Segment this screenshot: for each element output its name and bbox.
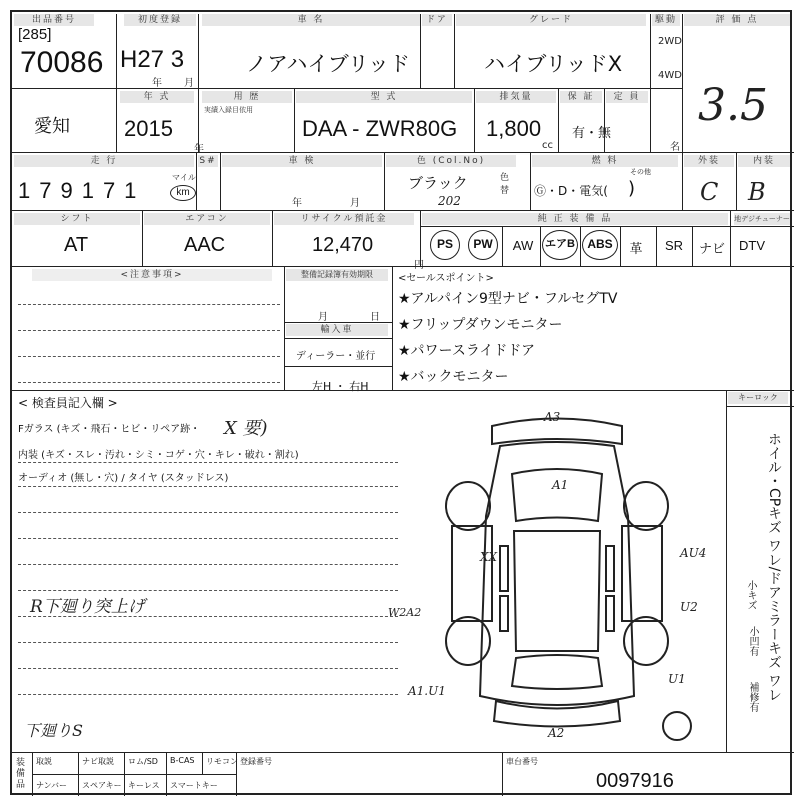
capacity-header: 定 員 (606, 91, 648, 103)
color-change-label: 色替 (500, 173, 510, 196)
region-value: 愛知 (34, 116, 70, 137)
damage-w2a2: W2A2 (388, 606, 422, 619)
color-code: 202 (438, 194, 461, 208)
footer-item: 取説 (36, 757, 52, 766)
damage-a2: A2 (548, 726, 565, 740)
caution-header: <注意事項> (32, 269, 272, 281)
recycle-header: リサイクル預託金 (274, 213, 414, 225)
sales-points-header: <セールスポイント> (398, 273, 494, 284)
equip-aw: AW (512, 238, 534, 253)
score-header: 評 価 点 (684, 14, 790, 26)
grade-header: グレード (456, 14, 646, 26)
fuel-value: Ⓖ・D・電気( (534, 184, 608, 198)
sales-point: ★パワースライドドア (398, 343, 536, 359)
sales-point: ★バックモニター (398, 369, 509, 385)
inspection-month: 月 (350, 198, 360, 209)
interior-value: B (748, 178, 766, 206)
manual-header: 整備記録簿有効期限 (286, 269, 388, 281)
lot-number: 70086 (20, 46, 104, 79)
drive-4wd: 4WD (658, 70, 682, 81)
audio-tire-line: オーディオ (無し・穴) / タイヤ (スタッドレス) (18, 473, 229, 484)
sales-point: ★フリップダウンモニター (398, 317, 563, 333)
exterior-value: C (700, 178, 719, 206)
car-name: ノアハイブリッド (246, 52, 411, 76)
footer-item: スマートキー (170, 781, 218, 790)
shift-value: AT (64, 234, 89, 256)
year-suffix: 年 (152, 78, 162, 89)
equip-ps: PS (430, 230, 460, 260)
underbody-remark: 下廻りS (24, 721, 83, 740)
recycle-value: 12,470 (312, 234, 374, 256)
mileage-value: 179171 (18, 178, 146, 203)
drive-header: 駆動 (652, 14, 680, 26)
first-reg-header: 初度登録 (124, 14, 196, 26)
damage-a1: A1 (552, 478, 569, 492)
displacement-header: 排気量 (476, 91, 556, 103)
inspector-header: < 検査員記入欄 > (18, 396, 118, 410)
lot-prefix: [285] (18, 26, 52, 43)
auction-sheet (10, 10, 792, 795)
fuel-paren: ) (628, 178, 636, 199)
damage-au4: AU4 (680, 546, 707, 560)
inspection-header: 車 検 (222, 155, 382, 167)
mileage-header: 走 行 (14, 155, 194, 167)
model-year-header: 年 式 (120, 91, 194, 103)
year-unit: 年 (194, 144, 204, 155)
model-code-value: DAA - ZWR80G (302, 116, 458, 141)
lot-header: 出品番号 (14, 14, 94, 26)
sales-point: ★アルパイン9型ナビ・フルセグTV (398, 291, 618, 307)
grade-value: ハイブリッドX (484, 52, 623, 76)
model-year-value: 2015 (124, 116, 173, 141)
s-header: S# (199, 156, 217, 166)
manual-day: 日 (370, 312, 380, 323)
damage-a3: A3 (544, 410, 561, 424)
interior-line: 内装 (キズ・スレ・汚れ・シミ・コゲ・穴・キレ・破れ・割れ) (18, 450, 299, 461)
footer-side-label: 装備品 (16, 758, 26, 790)
equipment-header: 純 正 装 備 品 (422, 213, 728, 225)
inspection-year: 年 (292, 198, 302, 209)
footer-item: リモコン (206, 757, 238, 766)
footer-item: ナビ取説 (82, 757, 114, 766)
cc-unit: cc (542, 140, 553, 151)
person-unit: 名 (670, 142, 680, 153)
footer-item: キーレス (128, 781, 160, 790)
shift-header: シフト (14, 213, 140, 225)
chassis-label: 車台番号 (506, 757, 538, 766)
windshield-line: Fガラス (キズ・飛石・ヒビ・リペア跡・ (18, 424, 201, 435)
chassis-number: 0097916 (596, 770, 674, 792)
import-type: ディーラー・並行 (296, 351, 376, 362)
equip-sr: SR (664, 238, 684, 253)
km-unit: km (170, 185, 196, 201)
damage-xx: XX (480, 550, 498, 564)
drive-2wd: 2WD (658, 36, 682, 47)
month-suffix: 月 (184, 78, 194, 89)
displacement-value: 1,800 (486, 116, 542, 141)
manual-month: 月 (318, 312, 328, 323)
handwritten-remark: R下廻り突上げ (30, 597, 145, 617)
wheel-note: ホイル・CPキズ ワレ/ドアミラーキズ ワレ (766, 432, 782, 702)
mile-unit: マイル (172, 173, 196, 182)
history-note: 実績入録目依用 (204, 106, 253, 114)
color-header: 色 (Col.No) (386, 155, 516, 167)
color-value: ブラック (408, 174, 468, 192)
footer-item: ロム/SD (128, 757, 158, 766)
equip-leather: 革 (629, 241, 643, 256)
damage-a1u1: A1.U1 (408, 684, 446, 698)
warranty-header: 保 証 (560, 91, 602, 103)
fuel-header: 燃 料 (532, 155, 678, 167)
equip-dtv: DTV (739, 238, 765, 253)
small-dent-note: 小キズ (745, 580, 756, 610)
warranty-value: 有・無 (572, 126, 612, 141)
yen-unit: 円 (414, 260, 424, 271)
doors-header: ドア (422, 14, 452, 26)
history-header: 用 歴 (202, 91, 292, 103)
windshield-remark: X 要) (224, 418, 268, 439)
equip-navi: ナビ (698, 241, 725, 256)
exterior-header: 外装 (684, 155, 734, 167)
aircon-value: AAC (184, 234, 226, 256)
steering-value: 左H ・ 右H (312, 380, 369, 393)
footer-item: スペアキー (82, 781, 122, 790)
equip-abs: ABS (582, 230, 618, 260)
model-code-header: 型 式 (296, 91, 472, 103)
import-header: 輸入車 (286, 324, 388, 336)
interior-header: 内装 (738, 155, 790, 167)
car-name-header: 車 名 (202, 14, 420, 26)
footer-item: B-CAS (170, 756, 195, 765)
registration-label: 登録番号 (240, 757, 272, 766)
equip-pw: PW (468, 230, 498, 260)
repair-note: 補修有 (747, 682, 758, 712)
damage-u2: U2 (680, 600, 698, 614)
keylock-header: キーロック (728, 392, 788, 404)
aircon-header: エアコン (144, 213, 270, 225)
first-reg-value: H27 3 (120, 46, 185, 73)
damage-u1: U1 (668, 672, 686, 686)
tuner-header: 地デジチューナー (734, 215, 790, 223)
footer-item: ナンバー (36, 781, 68, 790)
small-yes-note: 小凹有 (747, 626, 758, 656)
equip-airbag: エアB (542, 230, 578, 260)
score-value: 3.5 (698, 80, 768, 131)
fuel-other: その他 (630, 168, 651, 176)
